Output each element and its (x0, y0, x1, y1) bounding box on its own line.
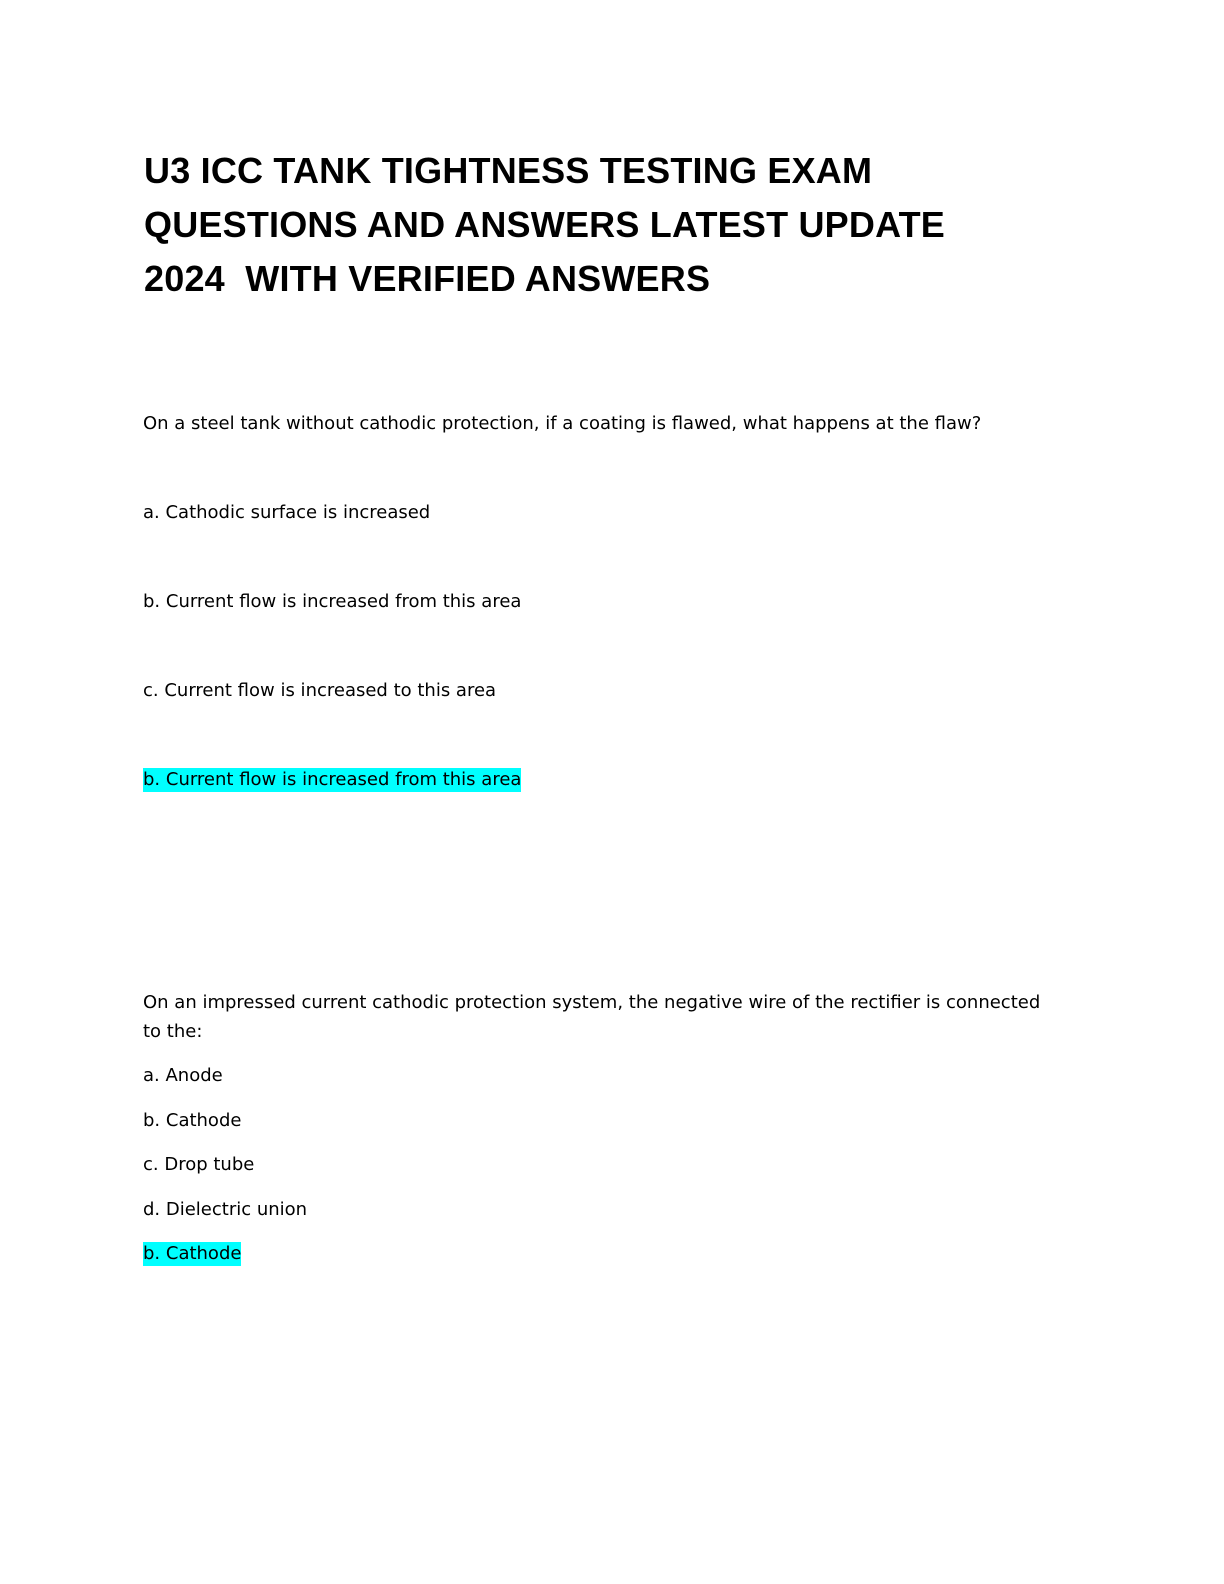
question-2-option-a: a. Anode (143, 1065, 223, 1086)
question-1-option-b: b. Current flow is increased from this area (143, 591, 522, 612)
question-2-option-d: d. Dielectric union (143, 1199, 308, 1220)
question-1-option-c: c. Current flow is increased to this area (143, 680, 497, 701)
question-2-option-b: b. Cathode (143, 1110, 242, 1131)
document-title (144, 144, 1064, 306)
question-1-option-a: a. Cathodic surface is increased (143, 502, 431, 523)
question-2-text: On an impressed current cathodic protection system, the negative wire of the rectifier is connected to the: (143, 992, 1041, 1042)
title-line-2: QUESTIONS AND ANSWERS LATEST UPDATE (144, 204, 946, 245)
question-1-answer-highlight: b. Current flow is increased from this area (143, 769, 522, 790)
question-2-option-c: c. Drop tube (143, 1154, 255, 1175)
question-2-answer (143, 1239, 241, 1268)
question-1-text: On a steel tank without cathodic protection, if a coating is flawed, what happens at the flaw? (143, 413, 982, 434)
question-1-answer (143, 765, 521, 794)
question-2-answer-highlight: b. Cathode (143, 1243, 242, 1264)
title-line-1: U3 ICC TANK TIGHTNESS TESTING EXAM (144, 150, 873, 191)
title-line-3: 2024 WITH VERIFIED ANSWERS (144, 258, 711, 299)
